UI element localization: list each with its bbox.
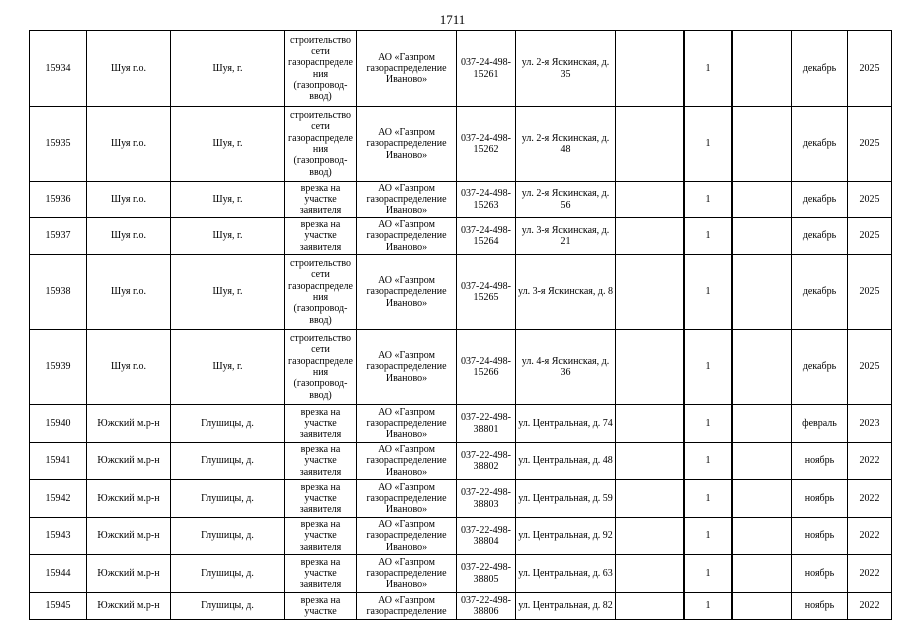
work-type-cell: строительство сети газораспределения (газопровод-ввод) — [285, 330, 357, 405]
object-code-cell: 037-22-498-38804 — [457, 518, 516, 555]
address-cell: ул. Центральная, д. 59 — [516, 480, 616, 518]
organization-cell: АО «Газпром газораспределение Иваново» — [357, 443, 457, 480]
row-number-cell: 15944 — [30, 555, 87, 593]
empty-cell — [732, 518, 792, 555]
district-cell: Шуя г.о. — [87, 107, 171, 182]
object-code-cell: 037-22-498-38805 — [457, 555, 516, 593]
month-cell: декабрь — [792, 330, 848, 405]
work-type-cell: врезка на участке заявителя — [285, 555, 357, 593]
object-code-cell: 037-24-498-15264 — [457, 218, 516, 255]
organization-cell: АО «Газпром газораспределение Иваново» — [357, 405, 457, 443]
table-row — [30, 593, 892, 620]
count-cell: 1 — [684, 443, 732, 480]
address-cell: ул. 4-я Яскинская, д. 36 — [516, 330, 616, 405]
empty-cell — [732, 405, 792, 443]
work-type-cell: строительство сети газораспределения (газопровод-ввод) — [285, 31, 357, 107]
row-number-cell: 15941 — [30, 443, 87, 480]
object-code-cell: 037-22-498-38803 — [457, 480, 516, 518]
row-number-cell: 15936 — [30, 182, 87, 218]
work-type-cell: строительство сети газораспределения (газопровод-ввод) — [285, 255, 357, 330]
table-row — [30, 182, 892, 218]
year-cell: 2023 — [848, 405, 892, 443]
count-cell: 1 — [684, 218, 732, 255]
year-cell: 2025 — [848, 330, 892, 405]
organization-cell: АО «Газпром газораспределение Иваново» — [357, 107, 457, 182]
month-cell: декабрь — [792, 31, 848, 107]
month-cell: ноябрь — [792, 518, 848, 555]
empty-cell — [616, 593, 685, 620]
object-code-cell: 037-24-498-15266 — [457, 330, 516, 405]
count-cell: 1 — [684, 107, 732, 182]
row-number-cell: 15942 — [30, 480, 87, 518]
district-cell: Южский м.р-н — [87, 518, 171, 555]
settlement-cell: Глушицы, д. — [171, 518, 285, 555]
year-cell: 2025 — [848, 31, 892, 107]
work-type-cell: врезка на участке заявителя — [285, 405, 357, 443]
organization-cell: АО «Газпром газораспределение Иваново» — [357, 518, 457, 555]
month-cell: декабрь — [792, 255, 848, 330]
settlement-cell: Шуя, г. — [171, 218, 285, 255]
address-cell: ул. Центральная, д. 48 — [516, 443, 616, 480]
table-row — [30, 218, 892, 255]
district-cell: Южский м.р-н — [87, 480, 171, 518]
table-row — [30, 480, 892, 518]
empty-cell — [732, 443, 792, 480]
empty-cell — [616, 443, 685, 480]
month-cell: декабрь — [792, 182, 848, 218]
work-type-cell: врезка на участке заявителя — [285, 182, 357, 218]
district-cell: Шуя г.о. — [87, 255, 171, 330]
empty-cell — [732, 31, 792, 107]
table-row — [30, 107, 892, 182]
organization-cell: АО «Газпром газораспределение Иваново» — [357, 255, 457, 330]
count-cell: 1 — [684, 555, 732, 593]
district-cell: Южский м.р-н — [87, 405, 171, 443]
settlement-cell: Шуя, г. — [171, 107, 285, 182]
month-cell: декабрь — [792, 107, 848, 182]
year-cell: 2022 — [848, 555, 892, 593]
address-cell: ул. 2-я Яскинская, д. 56 — [516, 182, 616, 218]
table-row — [30, 330, 892, 405]
settlement-cell: Шуя, г. — [171, 330, 285, 405]
year-cell: 2022 — [848, 518, 892, 555]
object-code-cell: 037-22-498-38802 — [457, 443, 516, 480]
month-cell: ноябрь — [792, 593, 848, 620]
row-number-cell: 15934 — [30, 31, 87, 107]
address-cell: ул. Центральная, д. 63 — [516, 555, 616, 593]
district-cell: Шуя г.о. — [87, 218, 171, 255]
row-number-cell: 15939 — [30, 330, 87, 405]
count-cell: 1 — [684, 593, 732, 620]
work-type-cell: врезка на участке заявителя — [285, 443, 357, 480]
table-row — [30, 555, 892, 593]
empty-cell — [616, 480, 685, 518]
organization-cell: АО «Газпром газораспределение — [357, 593, 457, 620]
row-number-cell: 15945 — [30, 593, 87, 620]
count-cell: 1 — [684, 405, 732, 443]
empty-cell — [616, 518, 685, 555]
address-cell: ул. Центральная, д. 74 — [516, 405, 616, 443]
settlement-cell: Шуя, г. — [171, 255, 285, 330]
month-cell: ноябрь — [792, 480, 848, 518]
empty-cell — [616, 107, 685, 182]
address-cell: ул. 3-я Яскинская, д. 8 — [516, 255, 616, 330]
empty-cell — [732, 330, 792, 405]
district-cell: Шуя г.о. — [87, 31, 171, 107]
empty-cell — [616, 31, 685, 107]
district-cell: Южский м.р-н — [87, 593, 171, 620]
table-row — [30, 255, 892, 330]
address-cell: ул. Центральная, д. 92 — [516, 518, 616, 555]
work-type-cell: строительство сети газораспределения (газопровод-ввод) — [285, 107, 357, 182]
object-code-cell: 037-24-498-15262 — [457, 107, 516, 182]
count-cell: 1 — [684, 182, 732, 218]
month-cell: ноябрь — [792, 555, 848, 593]
year-cell: 2025 — [848, 107, 892, 182]
address-cell: ул. 2-я Яскинская, д. 35 — [516, 31, 616, 107]
object-code-cell: 037-24-498-15261 — [457, 31, 516, 107]
row-number-cell: 15935 — [30, 107, 87, 182]
address-cell: ул. 2-я Яскинская, д. 48 — [516, 107, 616, 182]
settlement-cell: Шуя, г. — [171, 182, 285, 218]
month-cell: ноябрь — [792, 443, 848, 480]
year-cell: 2022 — [848, 593, 892, 620]
registry-table — [29, 30, 892, 620]
settlement-cell: Шуя, г. — [171, 31, 285, 107]
table-row — [30, 31, 892, 107]
year-cell: 2022 — [848, 480, 892, 518]
count-cell: 1 — [684, 480, 732, 518]
work-type-cell: врезка на участке заявителя — [285, 518, 357, 555]
empty-cell — [616, 555, 685, 593]
empty-cell — [732, 593, 792, 620]
count-cell: 1 — [684, 518, 732, 555]
settlement-cell: Глушицы, д. — [171, 593, 285, 620]
object-code-cell: 037-22-498-38806 — [457, 593, 516, 620]
district-cell: Южский м.р-н — [87, 443, 171, 480]
month-cell: декабрь — [792, 218, 848, 255]
organization-cell: АО «Газпром газораспределение Иваново» — [357, 182, 457, 218]
year-cell: 2025 — [848, 218, 892, 255]
page-number: 1711 — [439, 12, 466, 27]
empty-cell — [732, 555, 792, 593]
row-number-cell: 15938 — [30, 255, 87, 330]
settlement-cell: Глушицы, д. — [171, 480, 285, 518]
settlement-cell: Глушицы, д. — [171, 443, 285, 480]
registry-table-body — [30, 31, 892, 620]
organization-cell: АО «Газпром газораспределение Иваново» — [357, 31, 457, 107]
count-cell: 1 — [684, 255, 732, 330]
district-cell: Южский м.р-н — [87, 555, 171, 593]
count-cell: 1 — [684, 330, 732, 405]
settlement-cell: Глушицы, д. — [171, 555, 285, 593]
object-code-cell: 037-24-498-15263 — [457, 182, 516, 218]
empty-cell — [732, 480, 792, 518]
count-cell: 1 — [684, 31, 732, 107]
empty-cell — [732, 107, 792, 182]
address-cell: ул. Центральная, д. 82 — [516, 593, 616, 620]
table-row — [30, 405, 892, 443]
empty-cell — [616, 405, 685, 443]
empty-cell — [616, 255, 685, 330]
year-cell: 2025 — [848, 255, 892, 330]
organization-cell: АО «Газпром газораспределение Иваново» — [357, 330, 457, 405]
month-cell: февраль — [792, 405, 848, 443]
district-cell: Шуя г.о. — [87, 330, 171, 405]
object-code-cell: 037-22-498-38801 — [457, 405, 516, 443]
table-row — [30, 518, 892, 555]
empty-cell — [616, 330, 685, 405]
empty-cell — [732, 255, 792, 330]
object-code-cell: 037-24-498-15265 — [457, 255, 516, 330]
empty-cell — [616, 182, 685, 218]
row-number-cell: 15940 — [30, 405, 87, 443]
year-cell: 2025 — [848, 182, 892, 218]
district-cell: Шуя г.о. — [87, 182, 171, 218]
work-type-cell: врезка на участке — [285, 593, 357, 620]
year-cell: 2022 — [848, 443, 892, 480]
empty-cell — [732, 218, 792, 255]
settlement-cell: Глушицы, д. — [171, 405, 285, 443]
address-cell: ул. 3-я Яскинская, д. 21 — [516, 218, 616, 255]
empty-cell — [732, 182, 792, 218]
organization-cell: АО «Газпром газораспределение Иваново» — [357, 218, 457, 255]
empty-cell — [616, 218, 685, 255]
work-type-cell: врезка на участке заявителя — [285, 218, 357, 255]
row-number-cell: 15937 — [30, 218, 87, 255]
organization-cell: АО «Газпром газораспределение Иваново» — [357, 555, 457, 593]
work-type-cell: врезка на участке заявителя — [285, 480, 357, 518]
table-row — [30, 443, 892, 480]
row-number-cell: 15943 — [30, 518, 87, 555]
organization-cell: АО «Газпром газораспределение Иваново» — [357, 480, 457, 518]
